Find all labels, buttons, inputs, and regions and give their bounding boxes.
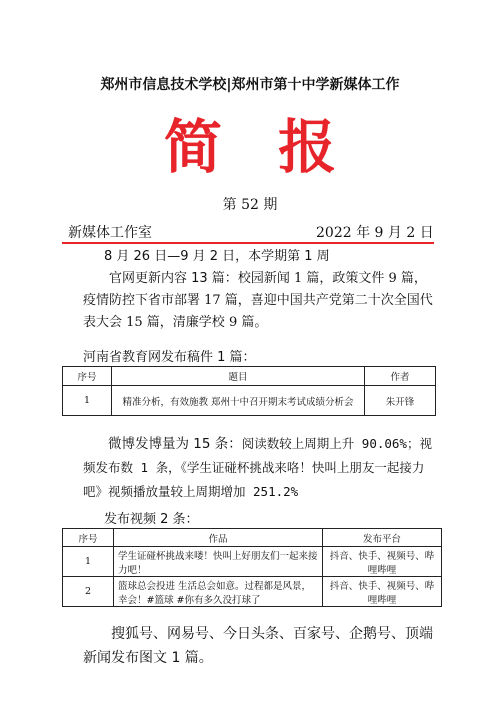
website-lead: 官网更新内容 13 篇： (109, 271, 238, 286)
table-cell: 篮球总会投进 生活总会如意。过程都是风景，幸会！#篮球 #你有多久没打球了 (114, 577, 323, 607)
table-header: 题目 (112, 367, 365, 386)
table-header: 作者 (365, 367, 436, 386)
weibo-paragraph (83, 432, 433, 504)
table-header: 作品 (114, 529, 323, 547)
table-row (63, 577, 442, 607)
table-cell: 朱开锋 (365, 386, 436, 416)
video-table (62, 528, 442, 607)
website-text: 校园新闻 1 篇，政策文件 9 篇，疫情防控下省市部署 17 篇，喜迎中国共产党第二十次全国代表大会 15 篇，清廉学校 9 篇。 (83, 271, 433, 330)
issue-number: 第 52 期 (222, 197, 278, 213)
header-title: 郑州市信息技术学校|郑州市第十中学新媒体工作 (100, 77, 400, 93)
red-divider (62, 242, 434, 244)
table-header-row (63, 367, 436, 386)
weibo-text: 阅读数较上周期上升 90.06%；视频发布数 1 条，《学生证碰杯挑战来咯！快叫上朋友一起接力吧》视频播放量较上周期增加 251.2% (83, 436, 432, 499)
table-row (63, 386, 436, 416)
weibo-lead: 微博发博量为 15 条： (108, 436, 242, 452)
period-text: 8 月 26 日—9 月 2 日，本学期第 1 周 (104, 249, 330, 264)
table-cell: 抖音、快手、视频号、哔哩哔哩 (323, 577, 442, 607)
table-header-row (63, 529, 442, 547)
bulletin-title: 简 报 (163, 113, 355, 181)
table-cell: 1 (63, 547, 114, 577)
edu-table (62, 366, 436, 416)
table-cell: 学生证碰杯挑战来喽！快叫上好朋友们一起来接力吧！ (114, 547, 323, 577)
website-paragraph (83, 268, 433, 334)
table-cell: 1 (63, 386, 112, 416)
table-cell: 2 (63, 577, 114, 607)
table-header: 序号 (63, 367, 112, 386)
table-row (63, 547, 442, 577)
office-name: 新媒体工作室 (68, 225, 152, 241)
issue-date: 2022 年 9 月 2 日 (316, 225, 434, 241)
table-header: 发布平台 (323, 529, 442, 547)
bottom-paragraph: 搜狐号、网易号、今日头条、百家号、企鹅号、顶端新闻发布图文 1 篇。 (83, 626, 433, 666)
video-heading: 发布视频 2 条： (104, 512, 199, 527)
table-header: 序号 (63, 529, 114, 547)
edu-heading: 河南省教育网发布稿件 1 篇： (83, 350, 256, 365)
table-cell: 精准分析，有效施教 郑州十中召开期末考试成绩分析会 (112, 386, 365, 416)
table-cell: 抖音、快手、视频号、哔哩哔哩 (323, 547, 442, 577)
